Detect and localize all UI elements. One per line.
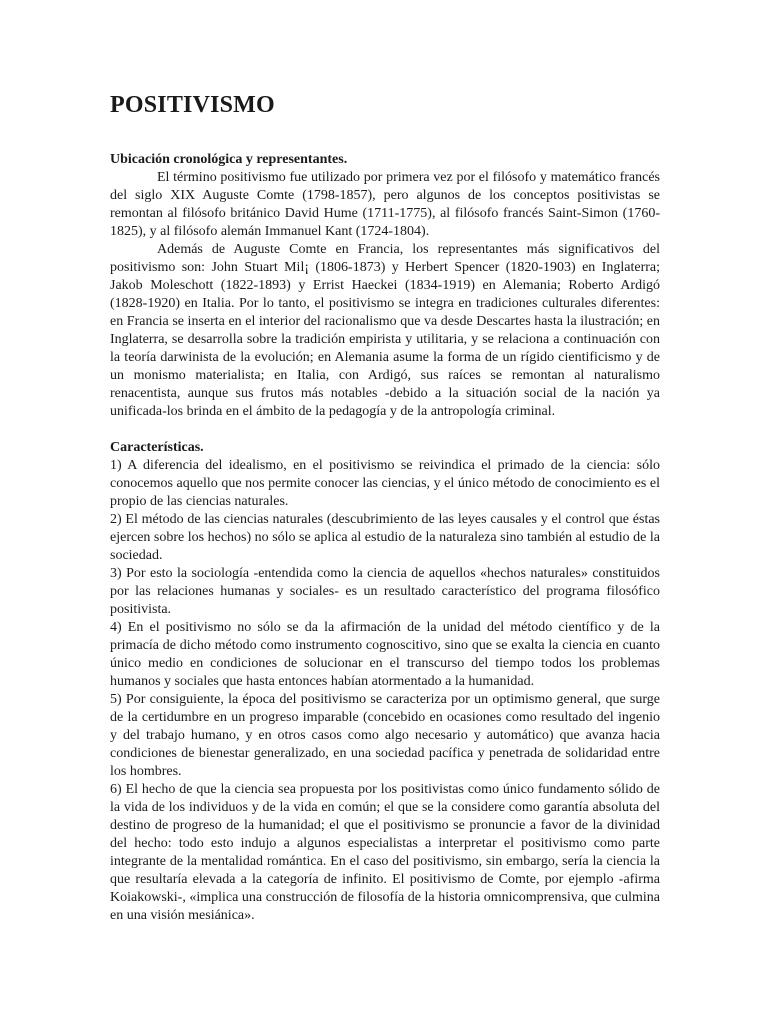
section-characteristics: [110, 439, 660, 925]
paragraph-comte-origin: El término positivismo fue utilizado por primera vez por el filósofo y matemático francés del siglo XIX Auguste Comte (1798-1857), pero algunos de los conceptos positivistas se remontan al filósofo británico David Hume (1711-1775), al filósofo francés Saint-Simon (1760-1825), y al filósofo alemán Immanuel Kant (1724-1804).: [110, 170, 660, 239]
section-spacer: [110, 421, 660, 439]
paragraph-representatives: Además de Auguste Comte en Francia, los representantes más significativos del positivismo son: John Stuart Mil¡ (1806-1873) y Herbert Spencer (1820-1903) en Inglaterra; Jakob Moleschott (1822-1893) y Errist Haeckei (1834-1919) en Alemania; Roberto Ardigó (1828-1920) en Italia. Por lo tanto, el positivismo se integra en tradiciones culturales diferentes: en Francia se inserta en el interior del racionalismo que va desde Descartes hasta la ilustración; en Inglaterra, se desarrolla sobre la tradición empirista y utilitaria, y se relaciona a continuación con la teoría darwinista de la evolución; en Alemania asume la forma de un rígido cientificismo y de un monismo materialista; en Italia, con Ardigó, sus raíces se remontan al naturalismo renacentista, aunque sus frutos más notables -debido a la situación social de la nación ya unificada-los brinda en el ámbito de la pedagogía y de la antropología criminal.: [110, 242, 660, 419]
section-chronology: [110, 151, 660, 421]
list-item: 4) En el positivismo no sólo se da la afirmación de la unidad del método científico y de la primacía de dicho método como instrumento cognoscitivo, sino que se exalta la ciencia en cuanto único medio en condiciones de solucionar en el transcurso del tiempo todos los problemas humanos y sociales que hasta entonces habían atormentado a la humanidad.: [110, 620, 660, 689]
document-page: [110, 90, 660, 925]
section-heading-chronology: Ubicación cronológica y representantes.: [110, 152, 348, 167]
section-heading-characteristics: Características.: [110, 440, 204, 455]
list-item: 2) El método de las ciencias naturales (descubrimiento de las leyes causales y el control que éstas ejercen sobre los hechos) no sólo se aplica al estudio de la naturaleza sino también al estudio de la sociedad.: [110, 512, 660, 563]
list-item: 1) A diferencia del idealismo, en el positivismo se reivindica el primado de la ciencia: sólo conocemos aquello que nos permite conocer las ciencias, y el único método de conocimiento es el propio de las ciencias naturales.: [110, 458, 660, 509]
list-item: 5) Por consiguiente, la época del positivismo se caracteriza por un optimismo general, que surge de la certidumbre en un progreso imparable (concebido en ocasiones como resultado del ingenio y del trabajo humano, y en otros casos como algo necesario y automático) que avanza hacia condiciones de bienestar generalizado, en una sociedad pacífica y penetrada de solidaridad entre los hombres.: [110, 692, 660, 779]
list-item: 6) El hecho de que la ciencia sea propuesta por los positivistas como único fundamento sólido de la vida de los individuos y de la vida en común; el que se la considere como garantía absoluta del destino de progreso de la humanidad; el que el positivismo se pronuncie a favor de la divinidad del hecho: todo esto indujo a algunos especialistas a interpretar el positivismo como parte integrante de la mentalidad romántica. En el caso del positivismo, sin embargo, sería la ciencia la que resultaría elevada a la categoría de infinito. El positivismo de Comte, por ejemplo -afirma Koiakowski-, «implica una construcción de filosofía de la historia omnicomprensiva, que culmina en una visión mesiánica».: [110, 782, 660, 923]
list-item: 3) Por esto la sociología -entendida como la ciencia de aquellos «hechos naturales» constituidos por las relaciones humanas y sociales- es un resultado característico del programa filosófico positivista.: [110, 566, 660, 617]
page-title: POSITIVISMO: [110, 92, 275, 118]
